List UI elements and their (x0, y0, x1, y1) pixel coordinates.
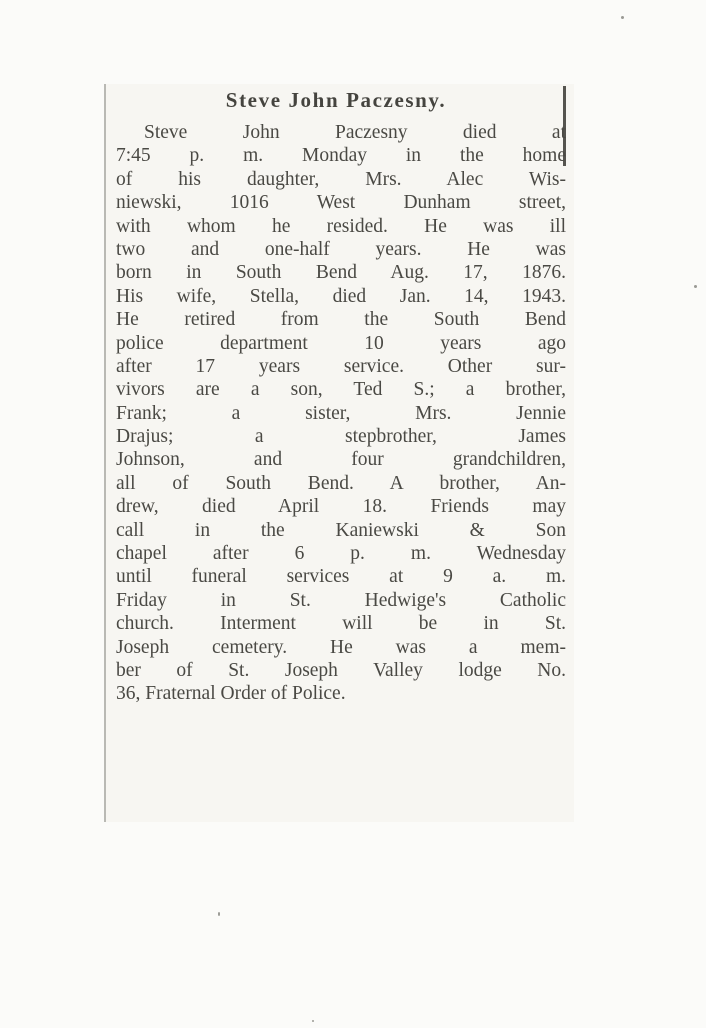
body-line: until funeral services at 9 a. m. (116, 566, 566, 588)
body-line: ber of St. Joseph Valley lodge No. (116, 659, 566, 681)
body-line: 7:45 p. m. Monday in the home (116, 145, 566, 167)
body-line: chapel after 6 p. m. Wednesday (116, 543, 566, 565)
body-line: vivors are a son, Ted S.; a brother, (116, 379, 566, 401)
obituary-body (116, 121, 566, 706)
body-line: 36, Fraternal Order of Police. (116, 683, 346, 705)
body-line: born in South Bend Aug. 17, 1876. (116, 262, 566, 284)
body-line: Friday in St. Hedwige's Catholic (116, 589, 566, 611)
body-line: after 17 years service. Other sur- (116, 355, 566, 377)
body-line: call in the Kaniewski & Son (116, 519, 566, 541)
body-line: Drajus; a stepbrother, James (116, 426, 566, 448)
body-line: Johnson, and four grandchildren, (116, 449, 566, 471)
body-line: niewski, 1016 West Dunham street, (116, 192, 566, 214)
body-line: church. Interment will be in St. (116, 613, 566, 635)
body-line: His wife, Stella, died Jan. 14, 1943. (116, 285, 566, 307)
scan-speck (694, 285, 697, 288)
obituary-headline: Steve John Paczesny. (225, 88, 447, 112)
body-line: police department 10 years ago (116, 332, 566, 354)
body-line: He retired from the South Bend (116, 309, 566, 331)
scan-speck (312, 1020, 314, 1022)
body-line: drew, died April 18. Friends may (116, 496, 566, 518)
body-line: Steve John Paczesny died at (144, 122, 566, 143)
body-line: with whom he resided. He was ill (116, 215, 566, 237)
body-line: all of South Bend. A brother, An- (116, 472, 566, 494)
scan-speck (621, 16, 624, 19)
body-line: Joseph cemetery. He was a mem- (116, 636, 566, 658)
body-line: of his daughter, Mrs. Alec Wis- (116, 168, 566, 190)
scan-speck (218, 912, 220, 916)
body-line: two and one-half years. He was (116, 238, 566, 260)
clipping-left-edge (104, 84, 106, 822)
body-line: Frank; a sister, Mrs. Jennie (116, 402, 566, 424)
